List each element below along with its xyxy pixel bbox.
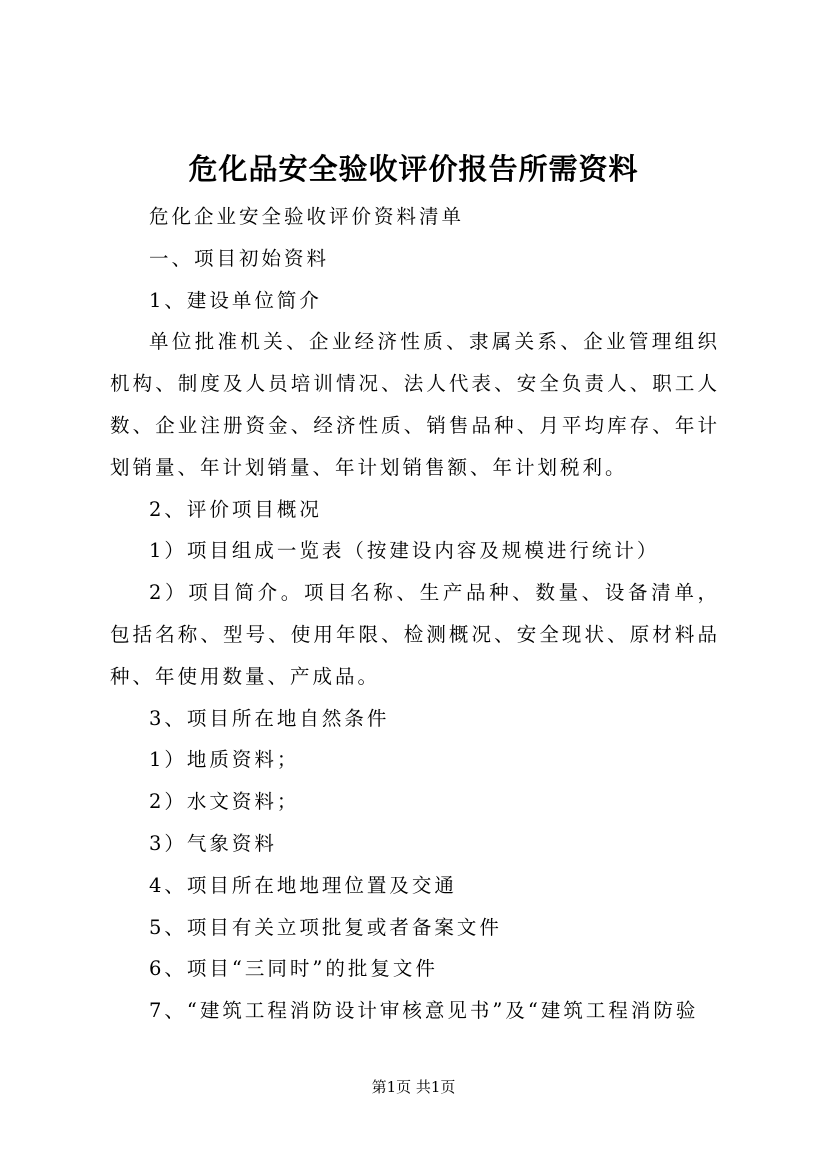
paragraph-checklist-heading: 危化企业安全验收评价资料清单: [149, 205, 465, 228]
paragraph-item-3: 3、项目所在地自然条件: [149, 706, 390, 730]
paragraph-section-one: 一、项目初始资料: [149, 246, 330, 270]
page-footer: 第1页 共1页: [371, 1078, 456, 1096]
paragraph-item-1-detail: 单位批准机关、企业经济性质、隶属关系、企业管理组织机构、制度及人员培训情况、法人代表、安全负责人、职工人数、企业注册资金、经济性质、销售品种、月平均库存、年计划销量、年计划销量、年计划销售额、年计划税利。: [110, 330, 720, 479]
paragraph-item-6: 6、项目“三同时”的批复文件: [149, 957, 438, 981]
paragraph-item-3-2: 2）水文资料；: [149, 790, 300, 814]
paragraph-item-5: 5、项目有关立项批复或者备案文件: [149, 915, 502, 939]
paragraph-item-3-3: 3）气象资料: [149, 831, 277, 855]
paragraph-item-3-1: 1）地质资料；: [149, 748, 300, 772]
paragraph-item-2-1: 1）项目组成一览表（按建设内容及规模进行统计）: [149, 539, 660, 563]
paragraph-item-2: 2、评价项目概况: [149, 497, 322, 521]
document-body: [110, 196, 720, 1032]
document-title: 危化品安全验收评价报告所需资料: [188, 152, 639, 186]
paragraph-item-7: 7、“建筑工程消防设计审核意见书”及“建筑工程消防验: [149, 999, 699, 1023]
paragraph-item-2-2: 2）项目简介。项目名称、生产品种、数量、设备清单，包括名称、型号、使用年限、检测概况、安全现状、原材料品种、年使用数量、产成品。: [110, 581, 720, 688]
paragraph-item-4: 4、项目所在地地理位置及交通: [149, 873, 457, 897]
paragraph-item-1: 1、建设单位简介: [149, 288, 322, 312]
